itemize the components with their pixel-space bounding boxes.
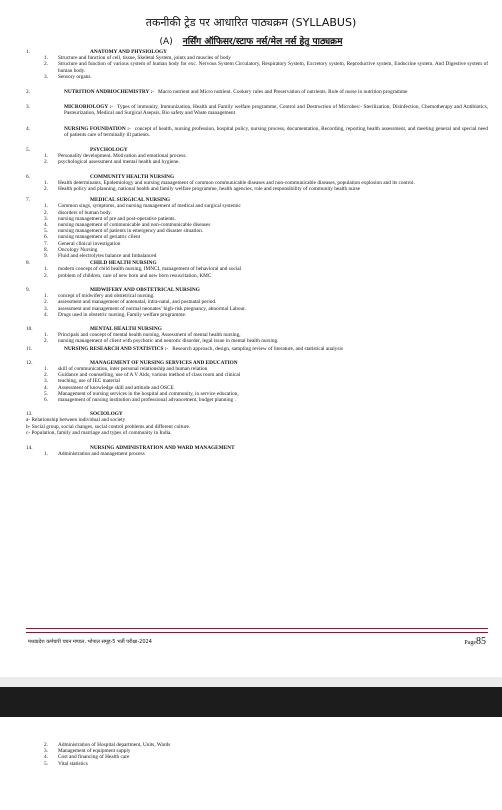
item-text: Structure and function of various system of human body for exc. Nervous System Circulatory, Respiratory System, Excretory system, Reproductive system, Endocrine system. And Digestive system of human body. [58, 61, 488, 74]
section-number: 9. [26, 286, 30, 293]
section-heading: MENTAL HEALTH NURSING [90, 325, 162, 332]
section-header-row [26, 104, 488, 116]
item-number: 1. [44, 293, 48, 300]
item-number: 2. [44, 186, 48, 193]
item-text: Common sings, symptoms, and nursing management of medical and surgical systemic [58, 203, 241, 210]
item-text: Administration of Hospital department, Units, Wards [58, 742, 171, 748]
section-heading: MEDICAL SURGICAL NURSING [90, 197, 171, 204]
item-text: skill of communication, inter personal relationship and human relation [58, 365, 208, 372]
section-number: 4. [26, 125, 30, 132]
item-text: disorders of human body. [58, 209, 112, 216]
item-number: 3. [44, 378, 48, 385]
item-number: 5. [44, 760, 48, 767]
item-text: Structure and function of cell, tissue, Skeletal System, joints and muscles of body [58, 55, 231, 62]
item-number: 5. [44, 228, 48, 235]
section-body [64, 89, 488, 95]
item-text: assessment and management of antenatal, intra-natal, and postnatal period. [58, 299, 217, 306]
syllabus-section [26, 326, 488, 345]
section-text: Types of immunity, Immunization, Health and Family welfare programme, Control and Destruction of Microbes:- Sterilization, Disinfection, Chemotherapy and Antibiotics, Pasteurization, Medical and Surgical Asepsis, Bio safety and Waste management [64, 104, 488, 117]
item-number: 2. [44, 338, 48, 345]
section-number: 3. [26, 104, 30, 111]
item-number: 4. [44, 384, 48, 391]
item-number: 2. [44, 372, 48, 379]
syllabus-section [26, 126, 488, 138]
list-item [26, 338, 488, 344]
section-number: 14. [26, 444, 33, 451]
next-page [0, 717, 502, 810]
item-text: teaching, use of IEC material [58, 378, 120, 385]
syllabus-section [26, 49, 488, 80]
section-number: 8. [26, 260, 30, 267]
section-text: Research approach, design, sampling review of literature, and statistical analysis [172, 345, 343, 352]
item-number: 7. [44, 240, 48, 247]
section-heading: CHILD HEALTH NURSING [90, 260, 157, 267]
section-header-row [26, 346, 488, 352]
item-number: 6. [44, 396, 48, 403]
item-number: 1. [44, 365, 48, 372]
item-text: Cost and financing of Health care [58, 754, 130, 761]
item-number: 3. [44, 215, 48, 222]
section-body [64, 126, 488, 138]
item-text: Personality development. Motivation and emotional process. [58, 153, 187, 160]
item-text: Health determinants, Epidemiology and nursing management of common communicable diseases and non-communicable diseases, population explosion and its control. [58, 179, 415, 186]
item-text: nursing management of communicable and non-communicable diseases [58, 222, 211, 229]
page-subtitle [0, 34, 502, 47]
lettered-item: c- Population, family and marriage and types of community in India. [26, 429, 172, 436]
item-text: Guidance and counselling, use of A V Aids, various method of class room and clinical [58, 372, 241, 379]
section-heading: NUTRITION ANDBIOCHEMISTRY :- [64, 89, 154, 96]
section-heading: PSYCHOLOGY [90, 147, 128, 154]
footer-divider-thin [26, 632, 488, 633]
item-text: problem of children, care of new born and new born resuscitation, KMC [58, 272, 212, 279]
item-number: 1. [44, 332, 48, 339]
next-page-content [26, 742, 488, 767]
list-item [26, 61, 488, 73]
item-number: 1. [44, 179, 48, 186]
item-text: Health policy and planning, national health and family welfare programme, health agencies, role and responsibility of community health nurse [58, 186, 360, 193]
section-heading: NURSING FOUNDATION :- [64, 125, 131, 132]
item-number: 1. [44, 266, 48, 273]
syllabus-section [26, 411, 488, 436]
section-heading: COMMUNITY HEALTH NURSING [90, 173, 175, 180]
syllabus-content [26, 49, 488, 457]
page-label: Page [464, 640, 476, 646]
item-number: 2. [44, 299, 48, 306]
item-number: 1. [44, 153, 48, 160]
item-text: psychological assessment and mental health and hygiene. [58, 159, 180, 166]
item-number: 1. [44, 55, 48, 62]
section-text: concept of health, nursing profession, hospital policy, nursing process, documentation, Recording, reporting health assessment, and meeting general and special need of patients care of terminally ill patients. [64, 125, 488, 138]
section-number: 6. [26, 173, 30, 180]
footer-board-text: मध्यप्रदेश कर्मचारी चयन मण्डल, भोपाल समूह-5 भर्ती परीक्षा-2024 [28, 639, 152, 645]
list-item [26, 273, 488, 279]
section-number: 7. [26, 197, 30, 204]
item-text: Principals and concept of mental health nursing, Assessment of mental health nursing, [58, 332, 241, 339]
item-text: Administration and management process [58, 451, 145, 458]
item-text: Sensory organs. [58, 73, 92, 80]
item-number: 1. [44, 451, 48, 458]
section-number: 10. [26, 325, 33, 332]
item-text: nursing management of patients in emergency and disaster situation. [58, 228, 204, 235]
syllabus-section [26, 174, 488, 193]
item-number: 4. [44, 311, 48, 318]
syllabus-section [26, 260, 488, 279]
subtitle-prefix: (A) [159, 37, 173, 47]
syllabus-section [26, 147, 488, 166]
item-number: 9. [44, 253, 48, 260]
section-text: Macro nutrient and Micro nutrient. Cookery rules and Preservation of nutrients. Role of nurse in nutrition programme [157, 89, 408, 96]
subtitle-text: नर्सिंग ऑफिसर/स्टाफ नर्स/मेल नर्स हेतु पाठ्यक्रम [182, 37, 343, 47]
section-heading: SOCIOLOGY [90, 411, 123, 418]
lettered-item: a- Relationship between individual and society [26, 417, 126, 424]
lettered-item: b- Social group, social changes, social control problems and different culture. [26, 423, 191, 430]
item-text: Vital statistics [58, 760, 88, 767]
syllabus-section [26, 197, 488, 259]
item-text: nursing management of pre and post-operative patients. [58, 215, 176, 222]
item-text: Assessment of knowledge skill and attitude and OSCE [58, 384, 174, 391]
item-number: 3. [44, 305, 48, 312]
list-item [26, 451, 488, 457]
item-number: 2. [44, 209, 48, 216]
section-header-row [26, 89, 488, 95]
list-item [26, 761, 488, 767]
item-text: nursing management of client with psychotic and neurotic disorder, legal issue in mental health nursing. [58, 338, 279, 345]
section-number: 2. [26, 89, 30, 96]
item-text: modern concept of child health nursing, IMNCI, management of behavioral and social [58, 266, 242, 273]
list-item [26, 312, 488, 318]
item-number: 2. [44, 742, 48, 748]
section-heading: MICROBIOLOGY :- [64, 104, 114, 111]
item-text: concept of midwifery and obstetrical nursing. [58, 293, 155, 300]
section-heading: NURSING RESEARCH AND STATISTICS :- [64, 345, 169, 352]
item-number: 2. [44, 159, 48, 166]
section-number: 11. [26, 345, 33, 352]
section-number: 13. [26, 411, 33, 418]
item-text: management of nursing institution and professional advancement, budget planning . [58, 396, 236, 403]
section-body [64, 346, 488, 352]
section-header-row [26, 126, 488, 138]
list-item [26, 74, 488, 80]
page-gap [0, 677, 502, 687]
item-text: General clinical investigation [58, 240, 121, 247]
item-number: 8. [44, 246, 48, 253]
list-item [26, 253, 488, 259]
syllabus-section [26, 287, 488, 318]
item-number: 4. [44, 754, 48, 761]
section-heading: ANATOMY AND PHYSIOLOGY [90, 49, 168, 55]
page-title: तकनीकी ट्रेड पर आधारित पाठ्यक्रम (SYLLABUS) [145, 16, 357, 29]
section-number: 1. [26, 49, 30, 55]
item-text: Fluid and electrolytes balance and Imbalanced [58, 253, 157, 260]
section-heading: MIDWIFERY AND OBSTETRICAL NURSING [90, 286, 200, 293]
section-body [64, 104, 488, 116]
section-body [64, 411, 488, 417]
syllabus-section [26, 445, 488, 457]
item-text: Drugs used in obstetric nursing, Family welfare programme. [58, 311, 187, 318]
item-number: 2. [44, 272, 48, 279]
section-number: 12. [26, 359, 33, 366]
item-number: 5. [44, 390, 48, 397]
item-number: 1. [44, 203, 48, 210]
section-heading: MANAGEMENT OF NURSING SERVICES AND EDUCATION [90, 359, 238, 366]
list-item [26, 159, 488, 165]
page-number-value: 85 [476, 636, 486, 647]
list-item [26, 186, 488, 192]
footer-divider [26, 628, 488, 629]
section-number: 5. [26, 147, 30, 154]
item-text: Management of nursing services in the hospital and community, in service education, [58, 390, 239, 397]
item-text: assessment and management of normal neonates’ high-risk pregnancy, abnormal Labour. [58, 305, 246, 312]
item-number: 3. [44, 73, 48, 80]
list-item [26, 397, 488, 403]
page-separator-band [0, 687, 502, 717]
syllabus-section [26, 346, 488, 352]
item-number: 6. [44, 234, 48, 241]
item-text: nursing management of geriatric client [58, 234, 141, 241]
syllabus-section [26, 104, 488, 116]
section-heading: NURSING ADMINISTRATION AND WARD MANAGEMENT [90, 444, 235, 451]
syllabus-section [26, 360, 488, 403]
syllabus-section [26, 89, 488, 95]
item-text: Oncology Nursing [58, 246, 98, 253]
item-number: 4. [44, 222, 48, 229]
item-text: Management of equipment supply [58, 748, 131, 755]
item-number: 2. [44, 61, 48, 68]
item-number: 3. [44, 748, 48, 755]
page-number [464, 636, 486, 647]
